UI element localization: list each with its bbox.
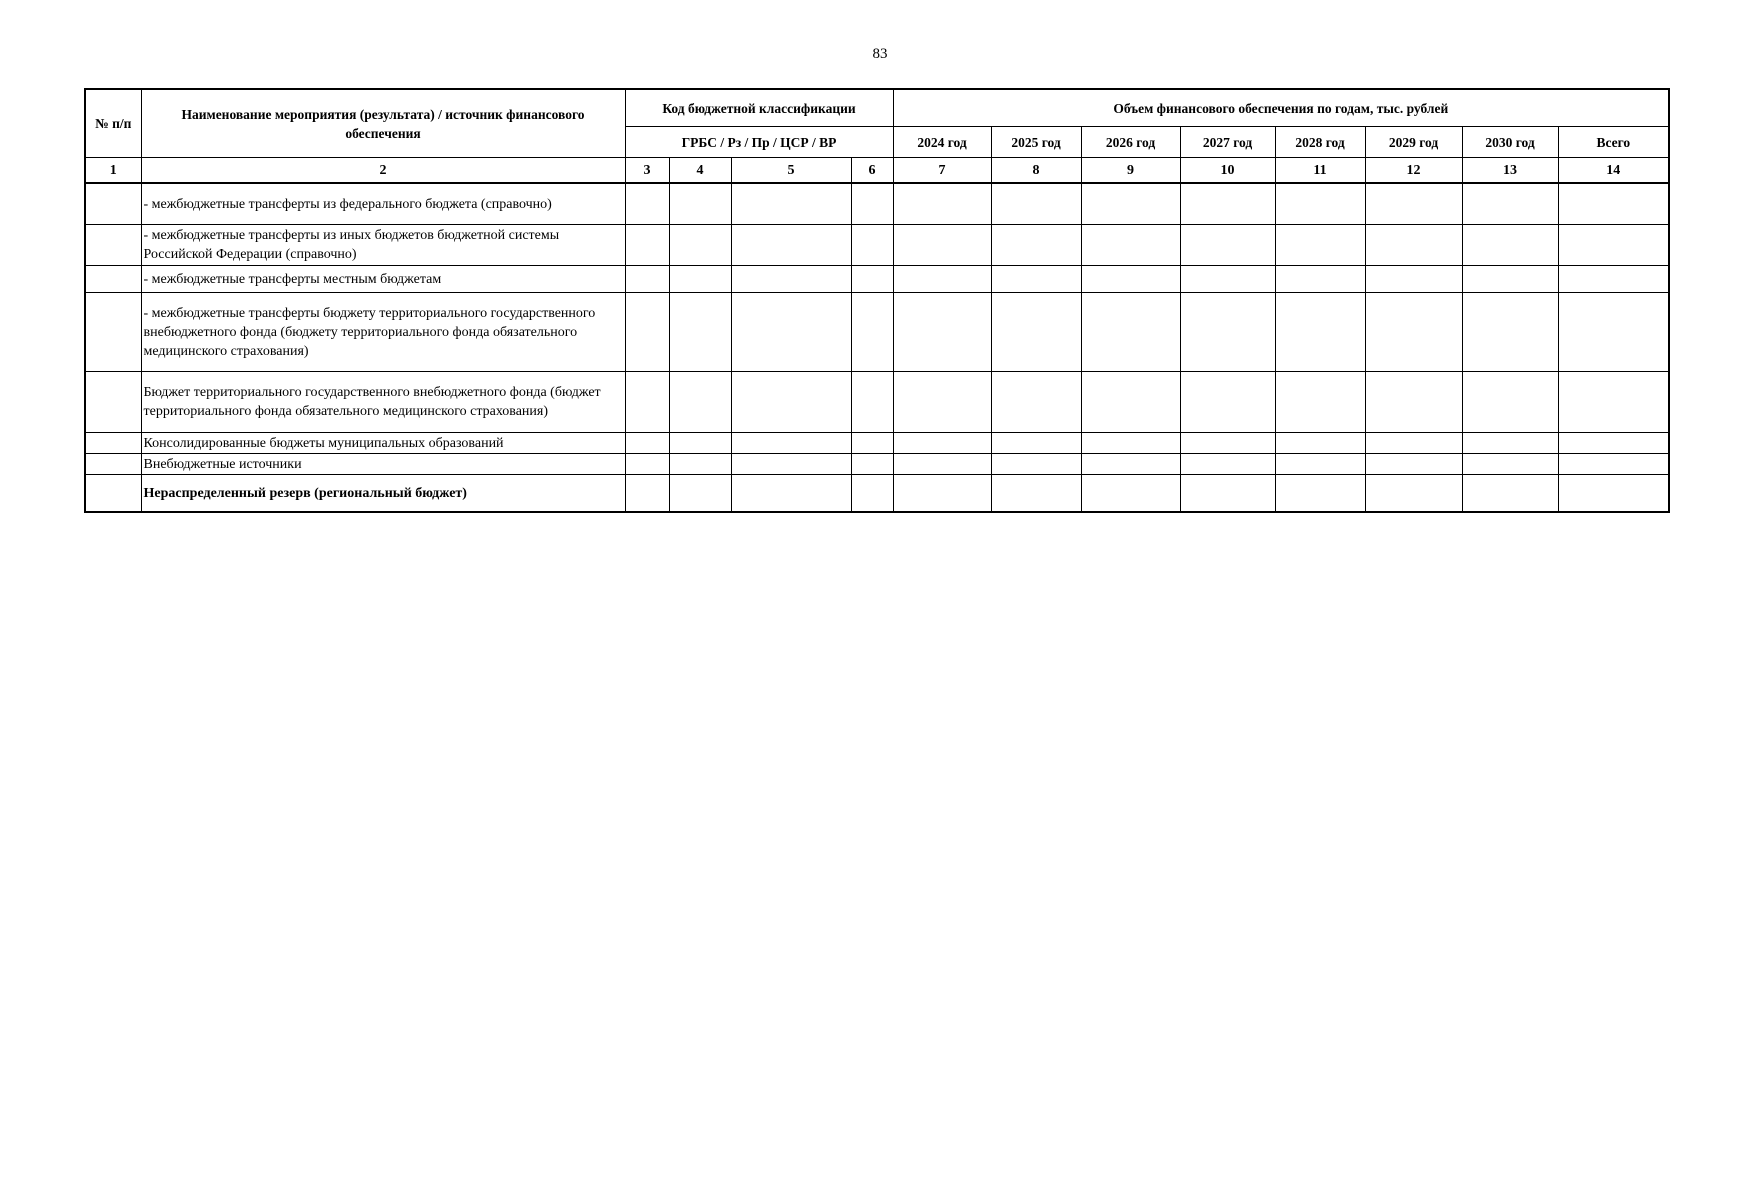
column-number: 9: [1081, 158, 1180, 184]
cell: [893, 225, 991, 266]
cell: [893, 372, 991, 433]
header-year-2025: 2025 год: [991, 127, 1081, 158]
header-year-2027: 2027 год: [1180, 127, 1275, 158]
row-name: - межбюджетные трансферты из иных бюджетов бюджетной системы Российской Федерации (справочно): [141, 225, 625, 266]
column-number: 1: [85, 158, 141, 184]
cell: [1275, 293, 1365, 372]
header-year-2029: 2029 год: [1365, 127, 1462, 158]
cell: [851, 266, 893, 293]
cell: [669, 372, 731, 433]
cell: [1180, 293, 1275, 372]
table-row: [85, 454, 1669, 475]
cell: [893, 454, 991, 475]
cell: [669, 475, 731, 513]
cell: [625, 454, 669, 475]
table-row: [85, 433, 1669, 454]
cell: [1558, 372, 1669, 433]
cell: [893, 475, 991, 513]
cell: [731, 454, 851, 475]
cell: [731, 183, 851, 225]
budget-table: [84, 88, 1670, 513]
cell: [1365, 225, 1462, 266]
row-number-cell: [85, 372, 141, 433]
cell: [731, 225, 851, 266]
cell: [1365, 183, 1462, 225]
cell: [1081, 433, 1180, 454]
cell: [669, 293, 731, 372]
table-row: [85, 183, 1669, 225]
cell: [893, 433, 991, 454]
cell: [1462, 183, 1558, 225]
cell: [1180, 225, 1275, 266]
cell: [1462, 475, 1558, 513]
cell: [1462, 372, 1558, 433]
cell: [1462, 293, 1558, 372]
row-name: - межбюджетные трансферты из федерального бюджета (справочно): [141, 183, 625, 225]
cell: [991, 372, 1081, 433]
table-row: [85, 372, 1669, 433]
cell: [1365, 293, 1462, 372]
row-name: Нераспределенный резерв (региональный бюджет): [141, 475, 625, 513]
header-number: № п/п: [85, 89, 141, 158]
table-row: [85, 266, 1669, 293]
cell: [851, 372, 893, 433]
cell: [1081, 475, 1180, 513]
cell: [1081, 454, 1180, 475]
cell: [1180, 372, 1275, 433]
cell: [731, 433, 851, 454]
header-row-1: [85, 89, 1669, 127]
column-number: 2: [141, 158, 625, 184]
row-number-cell: [85, 454, 141, 475]
header-budget-code: Код бюджетной классификации: [625, 89, 893, 127]
cell: [851, 225, 893, 266]
cell: [625, 183, 669, 225]
cell: [991, 225, 1081, 266]
cell: [991, 183, 1081, 225]
column-number: 8: [991, 158, 1081, 184]
cell: [1081, 372, 1180, 433]
cell: [1180, 433, 1275, 454]
cell: [1180, 475, 1275, 513]
cell: [1462, 433, 1558, 454]
cell: [991, 266, 1081, 293]
cell: [1365, 433, 1462, 454]
column-number: 5: [731, 158, 851, 184]
cell: [625, 433, 669, 454]
column-number: 11: [1275, 158, 1365, 184]
column-number: 6: [851, 158, 893, 184]
column-number: 14: [1558, 158, 1669, 184]
cell: [1558, 225, 1669, 266]
cell: [991, 433, 1081, 454]
cell: [1365, 266, 1462, 293]
cell: [1275, 475, 1365, 513]
cell: [1275, 433, 1365, 454]
cell: [669, 225, 731, 266]
cell: [1081, 183, 1180, 225]
row-name: Консолидированные бюджеты муниципальных образований: [141, 433, 625, 454]
header-total: Всего: [1558, 127, 1669, 158]
cell: [669, 266, 731, 293]
cell: [1275, 266, 1365, 293]
cell: [893, 266, 991, 293]
cell: [1081, 266, 1180, 293]
cell: [731, 266, 851, 293]
column-number: 7: [893, 158, 991, 184]
cell: [1275, 454, 1365, 475]
cell: [669, 183, 731, 225]
row-name: Бюджет территориального государственного внебюджетного фонда (бюджет территориального фонда обязательного медицинского страхования): [141, 372, 625, 433]
cell: [1275, 183, 1365, 225]
cell: [625, 266, 669, 293]
cell: [1365, 475, 1462, 513]
row-number-cell: [85, 293, 141, 372]
cell: [1081, 225, 1180, 266]
header-budget-code-sub: ГРБС / Рз / Пр / ЦСР / ВР: [625, 127, 893, 158]
row-name: Внебюджетные источники: [141, 454, 625, 475]
row-name: - межбюджетные трансферты местным бюджетам: [141, 266, 625, 293]
cell: [1558, 266, 1669, 293]
cell: [1558, 433, 1669, 454]
cell: [1558, 183, 1669, 225]
header-year-2026: 2026 год: [1081, 127, 1180, 158]
cell: [1558, 293, 1669, 372]
header-name: Наименование мероприятия (результата) / источник финансового обеспечения: [141, 89, 625, 158]
column-number: 3: [625, 158, 669, 184]
cell: [731, 475, 851, 513]
cell: [991, 293, 1081, 372]
cell: [1558, 475, 1669, 513]
cell: [669, 454, 731, 475]
cell: [893, 183, 991, 225]
column-number: 4: [669, 158, 731, 184]
cell: [731, 293, 851, 372]
column-number: 12: [1365, 158, 1462, 184]
column-number: 13: [1462, 158, 1558, 184]
cell: [1558, 454, 1669, 475]
page-number: 83: [872, 46, 888, 62]
row-name: - межбюджетные трансферты бюджету территориального государственного внебюджетного фонда (бюджету территориального фонда обязательного медицинского страхования): [141, 293, 625, 372]
cell: [991, 475, 1081, 513]
header-year-2024: 2024 год: [893, 127, 991, 158]
cell: [1462, 225, 1558, 266]
cell: [1180, 454, 1275, 475]
cell: [625, 372, 669, 433]
table-row: [85, 293, 1669, 372]
table-row: [85, 475, 1669, 513]
cell: [851, 454, 893, 475]
cell: [669, 433, 731, 454]
cell: [991, 454, 1081, 475]
row-number-cell: [85, 433, 141, 454]
cell: [1081, 293, 1180, 372]
header-year-2030: 2030 год: [1462, 127, 1558, 158]
row-number-cell: [85, 183, 141, 225]
cell: [851, 183, 893, 225]
cell: [1462, 266, 1558, 293]
header-year-2028: 2028 год: [1275, 127, 1365, 158]
cell: [1180, 183, 1275, 225]
cell: [851, 475, 893, 513]
cell: [1365, 372, 1462, 433]
cell: [1275, 372, 1365, 433]
cell: [851, 433, 893, 454]
cell: [625, 293, 669, 372]
cell: [731, 372, 851, 433]
header-finance-volume: Объем финансового обеспечения по годам, тыс. рублей: [893, 89, 1669, 127]
cell: [1462, 454, 1558, 475]
cell: [625, 475, 669, 513]
cell: [1365, 454, 1462, 475]
column-number: 10: [1180, 158, 1275, 184]
column-number-row: [85, 158, 1669, 184]
row-number-cell: [85, 225, 141, 266]
cell: [893, 293, 991, 372]
row-number-cell: [85, 475, 141, 513]
cell: [1180, 266, 1275, 293]
cell: [625, 225, 669, 266]
cell: [1275, 225, 1365, 266]
table-row: [85, 225, 1669, 266]
cell: [851, 293, 893, 372]
row-number-cell: [85, 266, 141, 293]
